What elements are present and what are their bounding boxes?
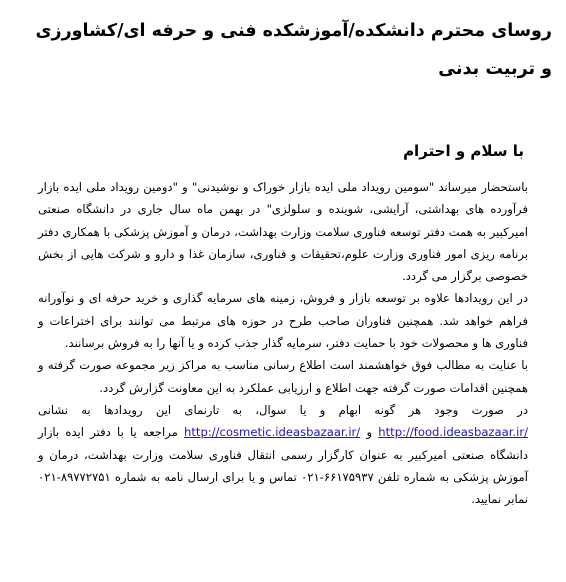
paragraph-announcement: باستحضار میرساند "سومین رویداد ملی ایده بازار خوراک و نوشیدنی" و "دومین رویداد ملی ایده بازار فرآورده های بهداشتی، آرایشی، شوینده و سلولزی" در بهمن ماه سال جاری در دانشگاه صنعتی امیرکبیر به همت دفتر توسعه فناوری سلامت وزارت بهداشت، درمان و آموزش پزشکی با همکاری دفتر برنامه ریزی امور فناوری وزارت علوم،تحقیقات و فناوری، سازمان غذا و دارو و شرکت هایی از بخش خصوصی برگزار می گردد.	[38, 180, 528, 284]
greeting: با سلام و احترام	[403, 142, 524, 160]
letter-title: روسای محترم دانشکده/آموزشکده فنی و حرفه ای/کشاورزی و تربیت بدنی	[35, 21, 552, 79]
food-link[interactable]: http://food.ideasbazaar.ir/	[378, 425, 528, 440]
contact-details-text: مراجعه یا با دفتر ایده بازار دانشگاه صنعتی امیرکبیر به عنوان کارگزار رسمی انتقال فناوری سلامت وزارت بهداشت، درمان و آموزش پزشکی به شماره تلفن ۶۶۱۷۵۹۳۷-۰۲۱ تماس و یا برای ارسال نامه به شماره ۸۹۷۷۲۷۵۱-۰۲۱ نمابر نمایید.	[38, 425, 528, 507]
letter-body	[38, 176, 528, 510]
cosmetic-link[interactable]: http://cosmetic.ideasbazaar.ir/	[184, 425, 361, 440]
paragraph-contact	[38, 399, 528, 510]
paragraph-request: با عنایت به مطالب فوق خواهشمند است اطلاع رسانی مناسب به مراکز زیر مجموعه صورت گرفته و همچنین اقدامات صورت گرفته جهت اطلاع و ارزیابی عملکرد به این معاونت گزارش گردد.	[38, 358, 528, 395]
conjunction-text: و	[366, 425, 373, 440]
paragraph-opportunities: در این رویدادها علاوه بر توسعه بازار و فروش، زمینه های سرمایه گذاری و خرید حرفه ای و نوآورانه فراهم خواهد شد. همچنین فناوران صاحب طرح در حوزه های مرتبط می توانند برای اختراعات و فناوری ها و محصولات خود با حمایت دفتر، سرمایه گذار جذب کرده و یا آنها را به فروش برسانند.	[38, 291, 528, 351]
contact-intro-text: در صورت وجود هر گونه ابهام و یا سوال، به تارنمای این رویدادها به نشانی	[38, 402, 528, 417]
